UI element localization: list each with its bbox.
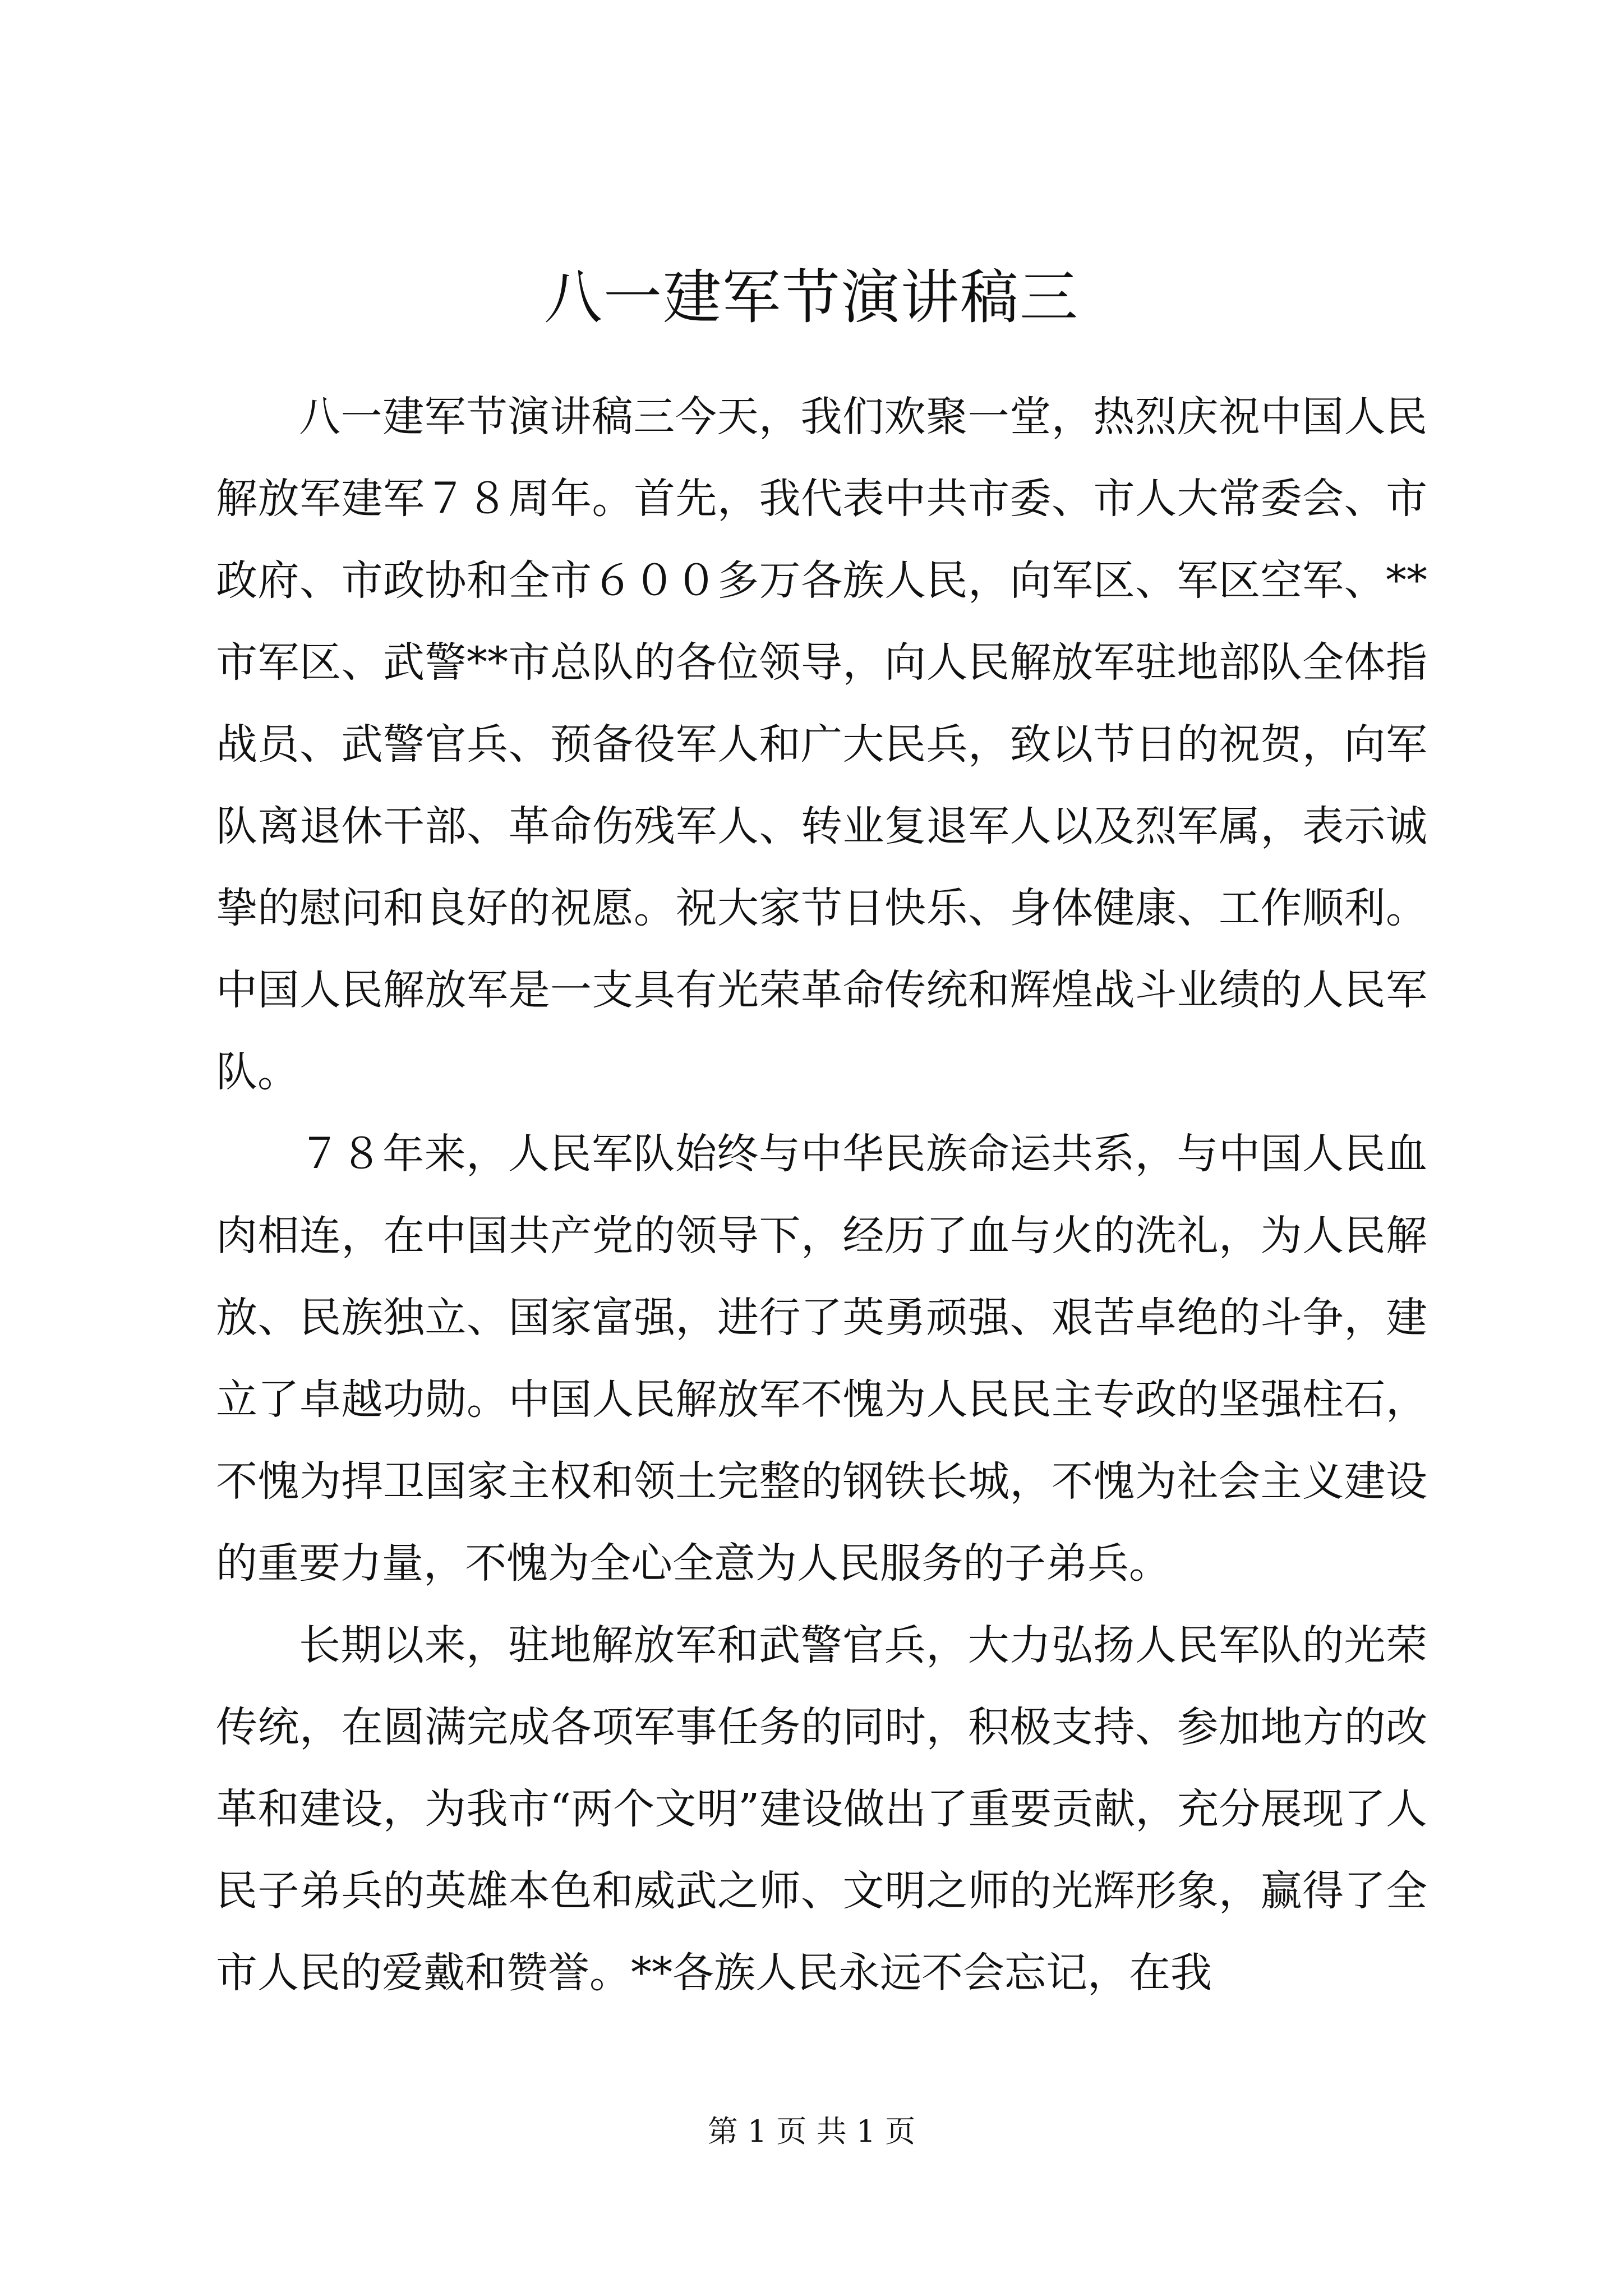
document-title: 八一建军节演讲稿三 [543, 263, 1079, 332]
page-footer: 第 1 页 共 1 页 [707, 2114, 916, 2149]
document-body [216, 376, 1427, 2014]
paragraph-2: ７８年来，人民军队始终与中华民族命运共系，与中国人民血肉相连，在中国共产党的领导下，经历了血与火的洗礼，为人民解放、民族独立、国家富强，进行了英勇顽强、艰苦卓绝的斗争，建立了卓越功勋。中国人民解放军不愧为人民民主专政的坚强柱石，不愧为捍卫国家主权和领土完整的钢铁长城，不愧为社会主义建设的重要力量，不愧为全心全意为人民服务的子弟兵。 [216, 1130, 1427, 1588]
paragraph-3: 长期以来，驻地解放军和武警官兵，大力弘扬人民军队的光荣传统，在圆满完成各项军事任务的同时，积极支持、参加地方的改革和建设，为我市“两个文明”建设做出了重要贡献，充分展现了人民子弟兵的英雄本色和威武之师、文明之师的光辉形象，赢得了全市人民的爱戴和赞誉。**各族人民永远不会忘记，在我 [216, 1621, 1427, 1997]
paragraph-1: 八一建军节演讲稿三今天，我们欢聚一堂，热烈庆祝中国人民解放军建军７８周年。首先，我代表中共市委、市人大常委会、市政府、市政协和全市６００多万各族人民，向军区、军区空军、**市军区、武警**市总队的各位领导，向人民解放军驻地部队全体指战员、武警官兵、预备役军人和广大民兵，致以节日的祝贺，向军队离退休干部、革命伤残军人、转业复退军人以及烈军属，表示诚挚的慰问和良好的祝愿。祝大家节日快乐、身体健康、工作顺利。中国人民解放军是一支具有光荣革命传统和辉煌战斗业绩的人民军队。 [216, 393, 1427, 1096]
